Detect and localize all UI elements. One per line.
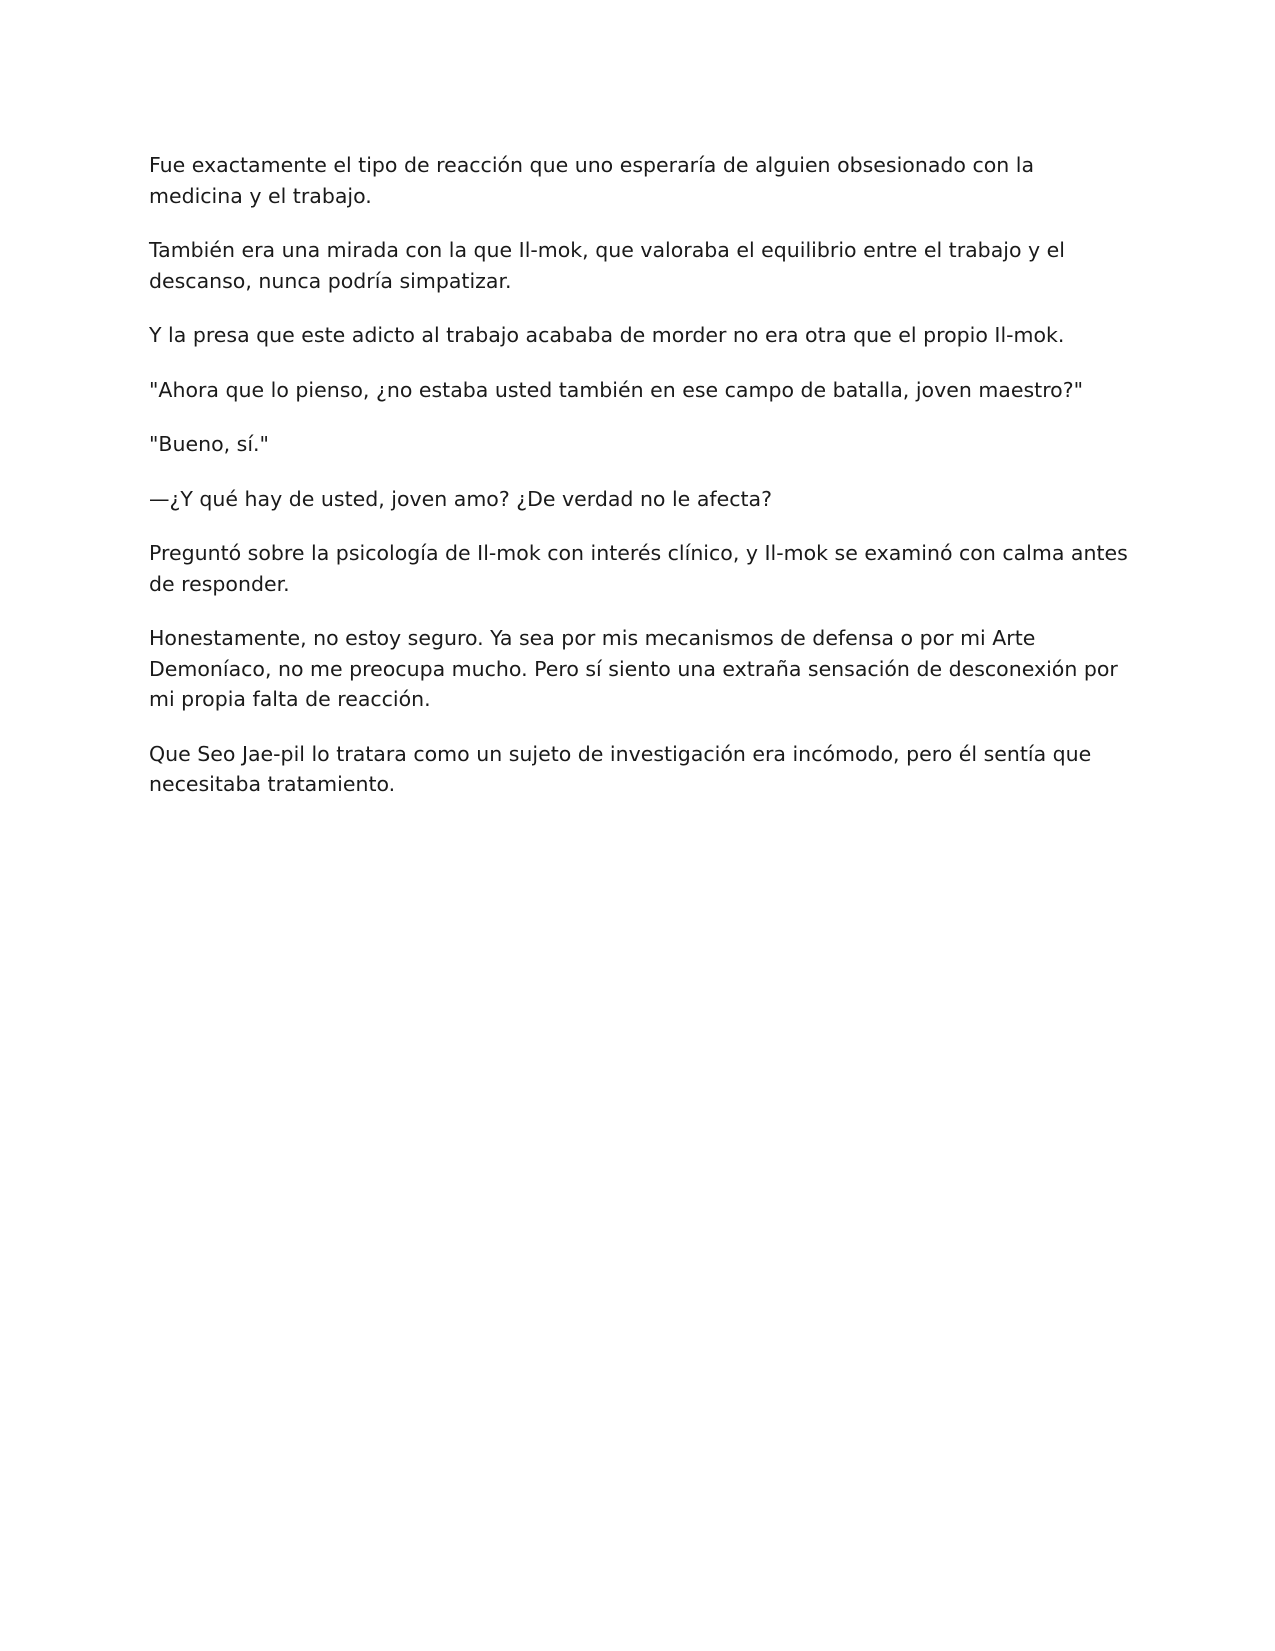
paragraph: "Bueno, sí.": [149, 432, 269, 456]
paragraph: —¿Y qué hay de usted, joven amo? ¿De verdad no le afecta?: [149, 486, 772, 511]
paragraph: Preguntó sobre la psicología de Il-mok con interés clínico, y Il-mok se examinó con calma antes de responder.: [149, 541, 1128, 596]
paragraph: "Ahora que lo pienso, ¿no estaba usted también en ese campo de batalla, joven maestro?": [149, 377, 1084, 402]
paragraph: Y la presa que este adicto al trabajo acababa de morder no era otra que el propio Il-mok.: [149, 323, 1065, 347]
paragraph: Que Seo Jae-pil lo tratara como un sujeto de investigación era incómodo, pero él sentía que necesitaba tratamiento.: [149, 741, 1092, 796]
paragraph: Fue exactamente el tipo de reacción que uno esperaría de alguien obsesionado con la medicina y el trabajo.: [149, 153, 1035, 208]
paragraph: También era una mirada con la que Il-mok, que valoraba el equilibrio entre el trabajo y el descanso, nunca podría simpatizar.: [149, 238, 1065, 293]
paragraph: Honestamente, no estoy seguro. Ya sea por mis mecanismos de defensa o por mi Arte Demoníaco, no me preocupa mucho. Pero sí siento una extraña sensación de desconexión por mi propia falta de reacción.: [149, 626, 1118, 711]
document-body: [149, 150, 1134, 824]
